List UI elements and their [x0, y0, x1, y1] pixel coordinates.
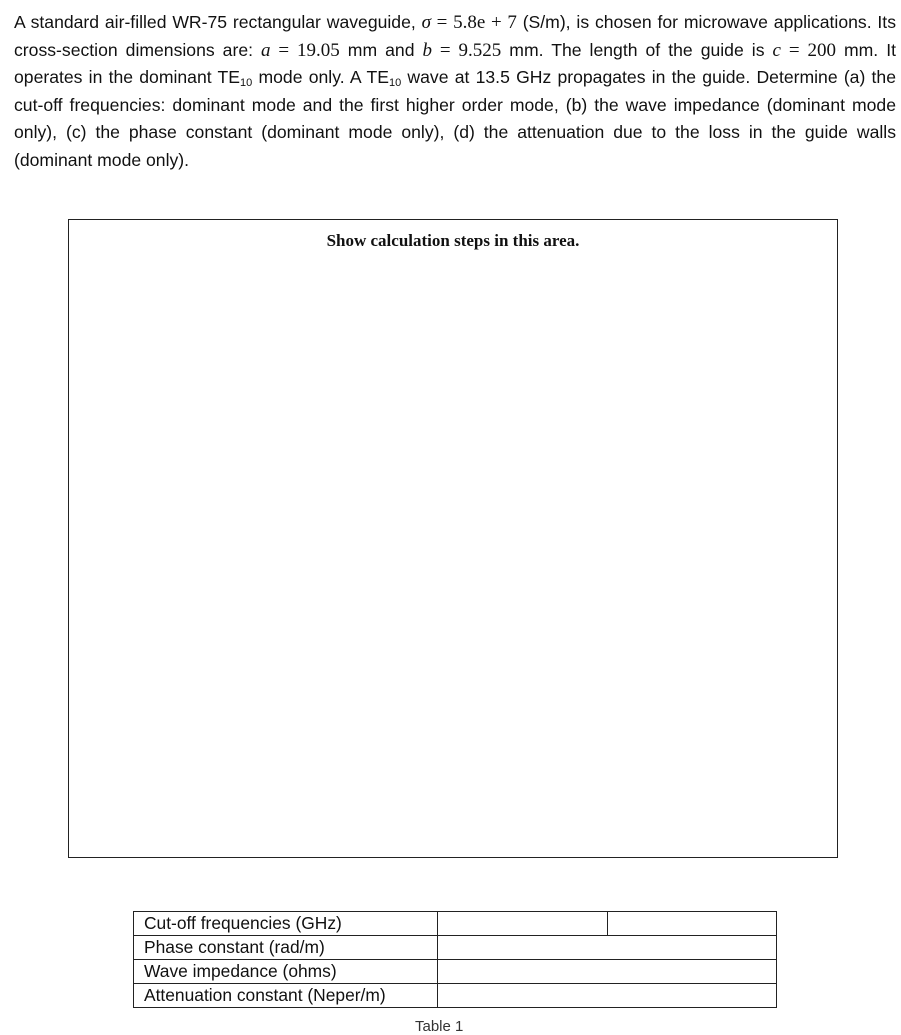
results-table — [133, 911, 777, 1008]
a-value: = 19.05 — [270, 39, 340, 61]
calculation-area[interactable] — [68, 219, 838, 858]
row-label-attenuation: Attenuation constant (Neper/m) — [134, 984, 438, 1008]
b-symbol: b — [422, 39, 433, 61]
mode-subscript-1: 10 — [240, 77, 253, 89]
problem-text-3: mm and — [339, 39, 423, 60]
problem-text-7: wave at 13.5 GHz propagates in the guide. Determine (a) the cut-off frequencies: dominant mode and the first higher order mode, (b) the wave impedance (dominant mode only), (c) the phase constant (dominant mode only), (d) the attenuation due to the loss in the guide walls (dominant mode only). — [14, 67, 896, 170]
table-caption: Table 1 — [415, 1018, 464, 1035]
table-row — [134, 984, 777, 1008]
phase-constant-cell[interactable] — [438, 936, 777, 960]
calculation-area-title: Show calculation steps in this area. — [326, 231, 580, 250]
b-value: = 9.525 — [432, 39, 502, 61]
table-row — [134, 960, 777, 984]
mode-subscript-2: 10 — [388, 77, 402, 89]
c-value: = 200 — [780, 39, 836, 61]
c-symbol: c — [772, 39, 781, 61]
problem-text-1: A standard air-filled WR-75 rectangular waveguide, — [14, 12, 422, 32]
sigma-expression — [422, 12, 517, 33]
cutoff-dominant-cell[interactable] — [438, 912, 608, 936]
attenuation-cell[interactable] — [438, 984, 777, 1008]
sigma-symbol: σ — [421, 12, 431, 33]
table-row — [134, 936, 777, 960]
cutoff-higher-cell[interactable] — [608, 912, 777, 936]
problem-text-6: mode only. A TE — [252, 67, 389, 87]
row-label-phase: Phase constant (rad/m) — [134, 936, 438, 960]
problem-text-5: mm. It operates in the dominant TE — [14, 39, 896, 87]
wave-impedance-cell[interactable] — [438, 960, 777, 984]
b-expression — [423, 40, 502, 61]
a-expression — [261, 40, 340, 61]
problem-text-2: (S/m), is chosen for microwave applications. Its cross-section dimensions are: — [14, 12, 896, 60]
c-expression — [773, 40, 836, 61]
table-row — [134, 912, 777, 936]
row-label-cutoff: Cut-off frequencies (GHz) — [134, 912, 438, 936]
problem-statement — [14, 9, 896, 174]
a-symbol: a — [261, 39, 271, 61]
row-label-impedance: Wave impedance (ohms) — [134, 960, 438, 984]
problem-text-4: mm. The length of the guide is — [501, 39, 773, 60]
sigma-value: = 5.8e + 7 — [430, 12, 517, 33]
